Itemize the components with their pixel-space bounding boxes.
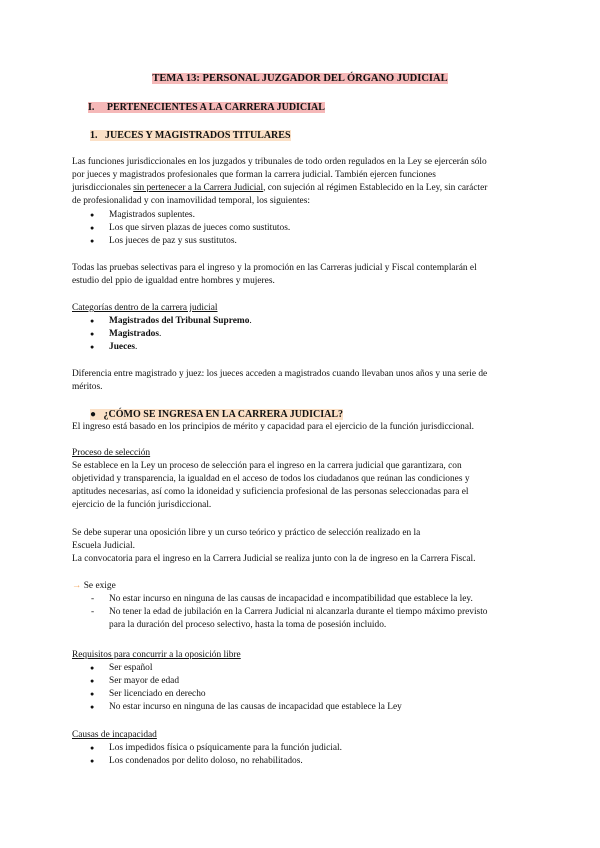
incapacity-list (72, 742, 532, 768)
list-item: ● Los jueces de paz y sus sustitutos. (72, 235, 532, 248)
requirements-list (72, 662, 532, 714)
list-item: ● Ser licenciado en derecho (72, 688, 532, 701)
list-item-continuation: para la duración del proceso selectivo, hasta la toma de posesión incluido. (109, 620, 387, 630)
list-item: ● Magistrados del Tribunal Supremo. (72, 315, 532, 328)
incapacity-heading: Causas de incapacidad (72, 730, 157, 740)
requirements-heading: Requisitos para concurrir a la oposición libre (72, 650, 241, 660)
list-item: ● Los condenados por delito doloso, no rehabilitados. (72, 755, 532, 768)
incapacity-section (72, 729, 532, 768)
list-item: ● Ser mayor de edad (72, 675, 532, 688)
list-item: - No tener la edad de jubilación en la Carrera Judicial ni alcanzarla durante el tiempo máximo previsto (72, 606, 532, 619)
list-item: ● Magistrados. (72, 328, 532, 341)
intro-paragraph: Las funciones jurisdiccionales en los juzgados y tribunales de todo orden regulados en la Ley se ejercerán sólo por jueces y magistrados profesionales que forman la carrera judicial. También ejercen funciones jurisdiccionales sin pertenecer a la Carrera Judicial, con sujeción al régimen Establecido en la Ley, sin carácter de profesionalidad y con inamovilidad temporal, los siguientes: (72, 157, 488, 206)
requirements-section (72, 649, 532, 714)
list-item: ● Los impedidos física o psíquicamente para la función judicial. (72, 742, 532, 755)
selection-process-section: Proceso de selección Se establece en la Ley un proceso de selección para el ingreso en la carrera judicial que garantizara, con objetividad y transparencia, la igualdad en el acceso de todos los ciudadanos que reúnan las condiciones y aptitudes necesarias, así como la idoneidad y suficiencia profesional de las personas seleccionadas para el ejercicio de la función jurisdiccional. (72, 447, 532, 512)
list-item: ● Magistrados suplentes. (72, 209, 532, 222)
categories-list (72, 315, 532, 354)
subsection-heading-how-to-enter: ● ¿CÓMO SE INGRESA EN LA CARRERA JUDICIAL? (90, 409, 344, 420)
categories-heading: Categorías dentro de la carrera judicial (72, 303, 218, 313)
document-title: TEMA 13: PERSONAL JUZGADOR DEL ÓRGANO JUDICIAL (152, 73, 448, 84)
selection-process-heading: Proceso de selección (72, 448, 151, 458)
arrow-right-icon: → (72, 581, 82, 591)
equality-paragraph: Todas las pruebas selectivas para el ingreso y la promoción en las Carreras judicial y Fiscal contemplarán el estudio del ppio de igualdad entre hombres y mujeres. (72, 263, 477, 286)
requires-list (72, 593, 532, 632)
list-item: ● No estar incurso en ninguna de las causas de incapacidad que establece la Ley (72, 701, 532, 714)
non-career-list (72, 209, 532, 248)
categories-section (72, 302, 532, 354)
how-to-enter-paragraph: El ingreso está basado en los principios de mérito y capacidad para el ejercicio de la función jurisdiccional. (72, 422, 474, 432)
list-item: ● Los que sirven plazas de jueces como sustitutos. (72, 222, 532, 235)
list-item: ● Ser español (72, 662, 532, 675)
opposition-paragraph: Se debe superar una oposición libre y un curso teórico y práctico de selección realizado en la Escuela Judicial. La convocatoria para el ingreso en la Carrera Judicial se realiza junto con la de ingreso en la Carrera Fiscal. (72, 528, 476, 564)
subsection-heading-1: 1. JUECES Y MAGISTRADOS TITULARES (90, 130, 291, 141)
list-item: - No estar incurso en ninguna de las causas de incapacidad e incompatibilidad que establece la ley. (72, 593, 532, 606)
list-item: ● Jueces. (72, 341, 532, 354)
difference-paragraph: Diferencia entre magistrado y juez: los jueces acceden a magistrados cuando llevaban unos años y una serie de méritos. (72, 369, 488, 392)
section-heading-1: I. PERTENECIENTES A LA CARRERA JUDICIAL (88, 102, 325, 113)
requires-section: → Se exige - No estar incurso en ninguna de las causas de incapacidad e incompatibilidad que establece la ley. - No tener la edad de jubilación en la Carrera Judicial ni alcanzarla durante el tiempo máximo previsto para la duración del proceso selectivo, hasta la toma de posesión incluido. (72, 580, 532, 632)
